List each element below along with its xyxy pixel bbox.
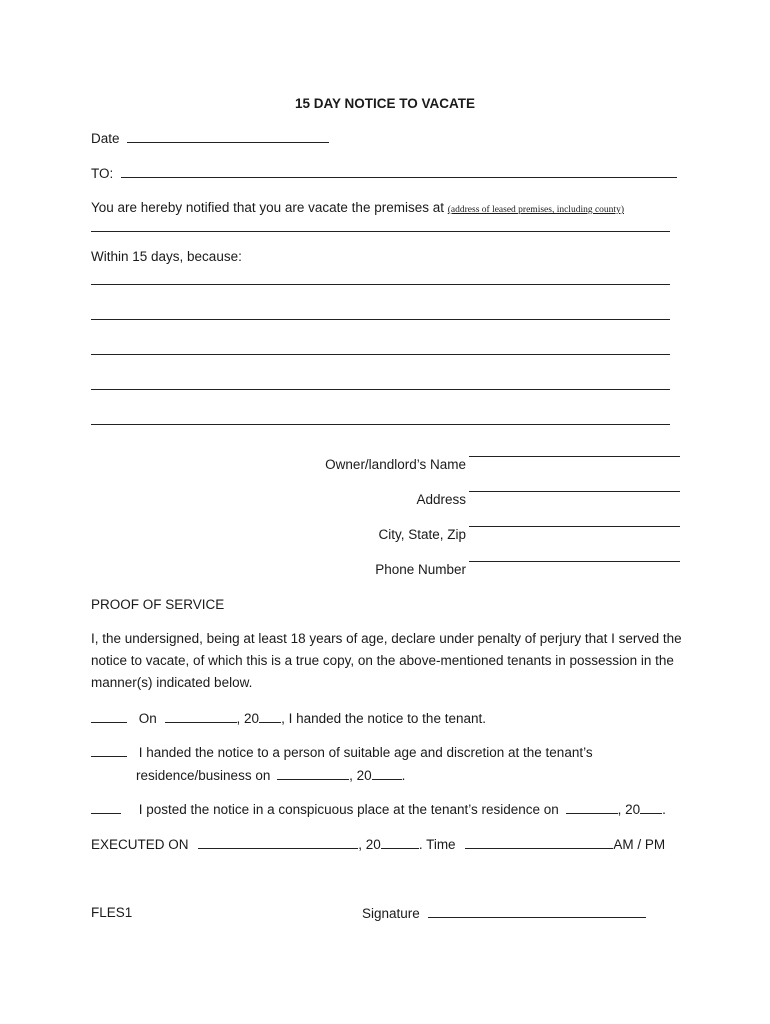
option-2-date-field[interactable] (277, 767, 349, 780)
option-3-date-field[interactable] (566, 801, 618, 814)
option-2-text-b: residence/business on (136, 768, 271, 783)
within-text: Within 15 days, because: (91, 249, 242, 264)
service-option-1 (91, 710, 486, 726)
owner-name-label: Owner/landlord’s Name (325, 457, 466, 472)
option-2-year-field[interactable] (372, 767, 402, 780)
address-hint: (address of leased premises, including county) (447, 205, 624, 215)
owner-city-label: City, State, Zip (378, 527, 466, 542)
notified-text: You are hereby notified that you are vacate the premises at (91, 200, 444, 215)
option-1-suffix: , I handed the notice to the tenant. (281, 711, 486, 726)
reason-line-1[interactable] (91, 284, 670, 285)
option-3-year-field[interactable] (640, 801, 662, 814)
to-label: TO: (91, 166, 114, 181)
owner-phone-label: Phone Number (375, 562, 466, 577)
page-title: 15 DAY NOTICE TO VACATE (294, 96, 476, 111)
address-field[interactable] (91, 231, 670, 232)
signature-label: Signature (362, 906, 420, 921)
executed-year-prefix: , 20 (358, 837, 381, 852)
option-1-year-prefix: , 20 (236, 711, 260, 726)
to-field[interactable] (121, 165, 677, 178)
option-2-year-prefix: , 20 (349, 768, 372, 783)
executed-date-field[interactable] (198, 836, 358, 849)
option-1-date-field[interactable] (165, 710, 237, 723)
ampm-label: AM / PM (613, 837, 666, 852)
signature-field[interactable] (428, 905, 646, 918)
executed-year-field[interactable] (381, 836, 419, 849)
executed-label: EXECUTED ON (91, 837, 189, 852)
reason-line-5[interactable] (91, 424, 670, 425)
time-field[interactable] (465, 836, 613, 849)
owner-address-field[interactable] (469, 491, 680, 492)
signature-row (362, 905, 646, 921)
service-option-3 (91, 801, 666, 817)
reason-line-3[interactable] (91, 354, 670, 355)
proof-heading: PROOF OF SERVICE (91, 597, 225, 612)
notified-row (91, 200, 624, 215)
declaration-text: I, the undersigned, being at least 18 years of age, declare under penalty of perjury that I served the notice to vacate, of which this is a true copy, on the above-mentioned tenants in possession in the manner(s) indicated below. (91, 631, 682, 690)
date-row (91, 130, 329, 146)
option-3-year-prefix: , 20 (617, 802, 641, 817)
option-2-text: I handed the notice to a person of suitable age and discretion at the tenant’s (138, 745, 593, 760)
to-row (91, 165, 677, 181)
owner-name-field[interactable] (469, 456, 680, 457)
date-field[interactable] (127, 130, 329, 143)
owner-phone-field[interactable] (469, 561, 680, 562)
option-3-text: I posted the notice in a conspicuous place at the tenant’s residence on (138, 802, 559, 817)
time-label: . Time (418, 837, 456, 852)
form-code: FLES1 (91, 905, 133, 920)
option-3-checkbox[interactable] (91, 801, 121, 814)
option-2-checkbox[interactable] (91, 744, 127, 757)
owner-city-field[interactable] (469, 526, 680, 527)
option-1-year-field[interactable] (259, 710, 281, 723)
service-option-2 (91, 744, 593, 760)
reason-line-2[interactable] (91, 319, 670, 320)
option-2-suffix: . (401, 768, 406, 783)
option-3-suffix: . (662, 802, 666, 817)
owner-address-label: Address (416, 492, 466, 507)
reason-line-4[interactable] (91, 389, 670, 390)
option-1-checkbox[interactable] (91, 710, 127, 723)
date-label: Date (91, 131, 120, 146)
service-option-2-line2 (136, 767, 405, 783)
executed-row (91, 836, 665, 852)
option-1-text: On (138, 711, 157, 726)
